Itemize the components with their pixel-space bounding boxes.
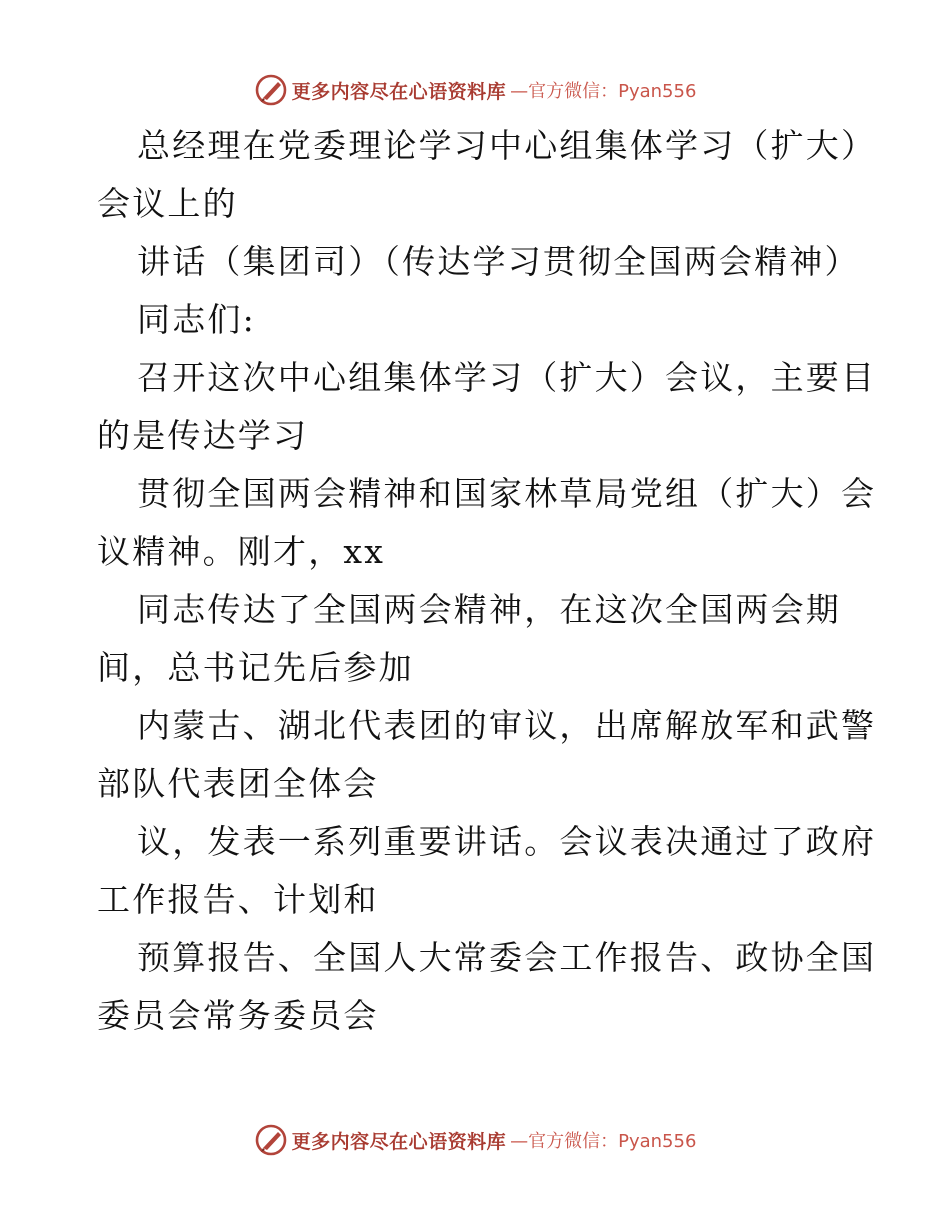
doc-line: 工作报告、计划和	[97, 880, 379, 919]
doc-line: 委员会常务委员会	[97, 996, 379, 1035]
watermark-main-text: 更多内容尽在心语资料库	[291, 80, 507, 103]
watermark-wechat-text: —官方微信：Pyan556	[510, 81, 697, 102]
quill-logo-icon	[254, 1123, 288, 1157]
doc-line: 讲话（集团司）（传达学习贯彻全国两会精神）	[137, 242, 860, 281]
doc-line: 内蒙古、湖北代表团的审议，出席解放军和武警	[137, 706, 877, 745]
doc-line: 预算报告、全国人大常委会工作报告、政协全国	[137, 938, 877, 977]
doc-line: 的是传达学习	[97, 416, 309, 455]
doc-line: 同志们:	[137, 300, 256, 339]
watermark-wechat-text: —官方微信：Pyan556	[510, 1131, 697, 1152]
doc-line: 贯彻全国两会精神和国家林草局党组（扩大）会	[137, 474, 877, 513]
watermark-main-text: 更多内容尽在心语资料库	[291, 1130, 507, 1153]
doc-line: 同志传达了全国两会精神，在这次全国两会期	[137, 590, 841, 629]
doc-line: 议精神。刚才，xx	[97, 532, 386, 571]
doc-line: 总经理在党委理论学习中心组集体学习（扩大）	[137, 126, 877, 165]
doc-line: 议，发表一系列重要讲话。会议表决通过了政府	[137, 822, 877, 861]
doc-line: 召开这次中心组集体学习（扩大）会议，主要目	[137, 358, 877, 397]
doc-line: 部队代表团全体会	[97, 764, 379, 803]
doc-line: 间，总书记先后参加	[97, 648, 414, 687]
doc-line: 会议上的	[97, 184, 238, 223]
watermark-banner-bottom	[0, 1118, 950, 1162]
